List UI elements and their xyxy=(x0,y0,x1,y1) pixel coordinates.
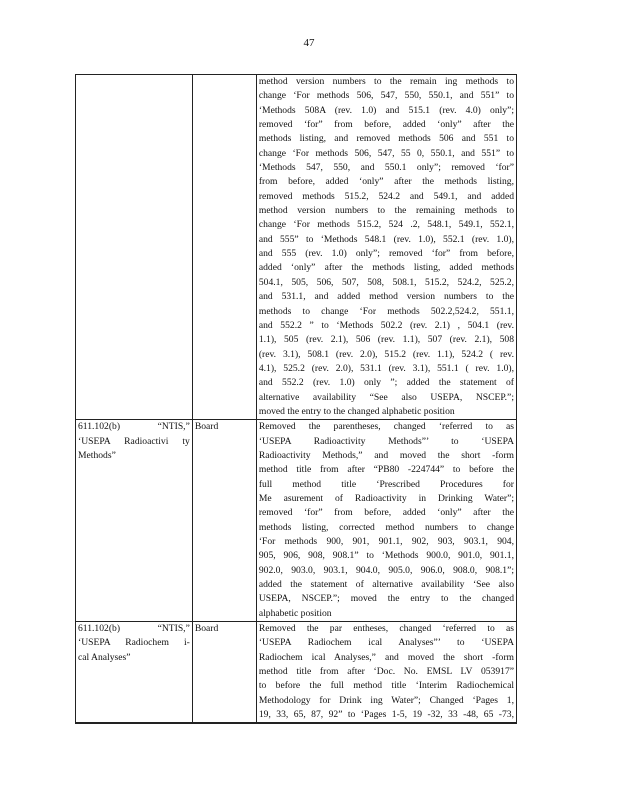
change-line: moved the entry to the changed alphabetic position xyxy=(258,405,455,417)
change-line: and 552.2 ” to ‘Methods 502.2 (rev. 2.1) , 504.1 (rev. xyxy=(258,319,514,331)
source-cell xyxy=(192,75,256,420)
amendments-table xyxy=(75,74,517,724)
section-line: cal Analyses” xyxy=(78,651,131,663)
change-line: Removed the parentheses, changed ‘referred to as xyxy=(258,421,514,433)
change-line: and 555” to ‘Methods 548.1 (rev. 1.0), 552.1 (rev. 1.0), xyxy=(258,233,514,245)
change-line: removed methods 515.2, 524.2 and 549.1, and added xyxy=(258,190,514,202)
change-line: 4.1), 525.2 (rev. 2.0), 531.1 (rev. 3.1), 551.1 ( rev. 1.0), xyxy=(258,362,514,374)
source-cell: Board xyxy=(192,420,256,622)
change-line: method version numbers to the remaining methods to xyxy=(258,205,514,217)
change-line: ‘USEPA Radiochem ical Analyses”’ to ‘USEPA xyxy=(258,637,514,649)
change-line: Removed the par entheses, changed ‘referred to as xyxy=(258,623,514,635)
change-line: methods to change ‘For methods 502.2,524.2, 551.1, xyxy=(258,305,514,317)
change-description-cell xyxy=(256,420,516,622)
change-description-cell xyxy=(256,75,516,420)
change-line: change ‘For methods 506, 547, 550, 550.1, and 551” to xyxy=(258,90,514,102)
change-line: full method title ‘Prescribed Procedures for xyxy=(258,478,514,490)
change-line: from before, added ‘only” after the methods listing, xyxy=(258,176,514,188)
change-line: removed ‘for” from before, added ‘only” after the xyxy=(258,119,514,131)
section-line: 611.102(b) “NTIS,” xyxy=(78,421,190,433)
change-line: Methodology for Drink ing Water”; Changed ‘Pages 1, xyxy=(258,694,514,706)
section-cell xyxy=(76,420,193,622)
change-line: ‘Methods 508A (rev. 1.0) and 515.1 (rev. 4.0) only”; xyxy=(258,104,514,116)
change-line: change ‘For methods 506, 547, 55 0, 550.1, and 551” to xyxy=(258,147,514,159)
change-line: ‘USEPA Radioactivity Methods”’ to ‘USEPA xyxy=(258,435,514,447)
table-row xyxy=(76,75,517,420)
change-line: change ‘For methods 515.2, 524 .2, 548.1, 549.1, 552.1, xyxy=(258,219,514,231)
change-line: 905, 906, 908, 908.1” to ‘Methods 900.0, 901.0, 901.1, xyxy=(258,550,514,562)
section-line: 611.102(b) “NTIS,” xyxy=(78,623,190,635)
change-line: Radiochem ical Analyses,” and moved the short -form xyxy=(258,651,514,663)
section-line: ‘USEPA Radioactivi ty xyxy=(78,435,190,447)
change-line: method title from after “PB80 -224744” to before the xyxy=(258,464,514,476)
change-line: methods listing, and removed methods 506 and 551 to xyxy=(258,133,514,145)
change-line: alphabetic position xyxy=(258,607,332,619)
change-description-cell xyxy=(256,622,516,724)
change-line: ‘For methods 900, 901, 901.1, 902, 903, 903.1, 904, xyxy=(258,536,514,547)
change-line: (rev. 3.1), 508.1 (rev. 2.0), 515.2 (rev. 1.1), 524.2 ( rev. xyxy=(258,348,514,360)
change-line: added ‘only” after the methods listing, added methods xyxy=(258,262,514,274)
change-line: methods listing, corrected method numbers to change xyxy=(258,521,514,533)
change-line: and 555 (rev. 1.0) only”; removed ‘for” from before, xyxy=(258,248,514,260)
table-body xyxy=(76,75,517,724)
table-row xyxy=(76,420,517,622)
change-line: alternative availability “See also USEPA, NSCEP.”; xyxy=(258,391,514,403)
change-line: and 531.1, and added method version numbers to the xyxy=(258,291,514,303)
section-line: Methods” xyxy=(78,449,116,461)
change-line: to before the full method title ‘Interim Radiochemical xyxy=(258,680,514,692)
change-line: Me asurement of Radioactivity in Drinking Water”; xyxy=(258,492,514,504)
table-row xyxy=(76,622,517,724)
section-line: ‘USEPA Radiochem i- xyxy=(78,637,190,649)
change-line: ‘Methods 547, 550, and 550.1 only”; removed ‘for” xyxy=(258,162,514,174)
change-line: 1.1), 505 (rev. 2.1), 506 (rev. 1.1), 507 (rev. 2.1), 508 xyxy=(258,334,514,346)
change-line: 902.0, 903.0, 903.1, 904.0, 905.0, 906.0, 908.0, 908.1”; xyxy=(258,564,514,576)
page-number: 47 xyxy=(303,37,315,49)
section-cell xyxy=(76,622,193,724)
change-line: 19, 33, 65, 87, 92” to ‘Pages 1-5, 19 -32, 33 -48, 65 -73, xyxy=(258,709,514,721)
change-line: added the statement of alternative availability ‘See also xyxy=(258,579,514,591)
change-line: method version numbers to the remain ing methods to xyxy=(258,76,514,87)
source-cell: Board xyxy=(192,622,256,724)
change-line: and 552.2 (rev. 1.0) only ”; added the statement of xyxy=(258,377,514,389)
change-line: Radioactivity Methods,” and moved the short -form xyxy=(258,449,514,461)
section-cell xyxy=(76,75,193,420)
change-line: 504.1, 505, 506, 507, 508, 508.1, 515.2, 524.2, 525.2, xyxy=(258,276,514,288)
change-line: removed ‘for” from before, added ‘only” after the xyxy=(258,507,514,519)
change-line: USEPA, NSCEP.”; moved the entry to the changed xyxy=(258,593,514,605)
change-line: method title from after ‘Doc. No. EMSL LV 053917” xyxy=(258,666,514,678)
